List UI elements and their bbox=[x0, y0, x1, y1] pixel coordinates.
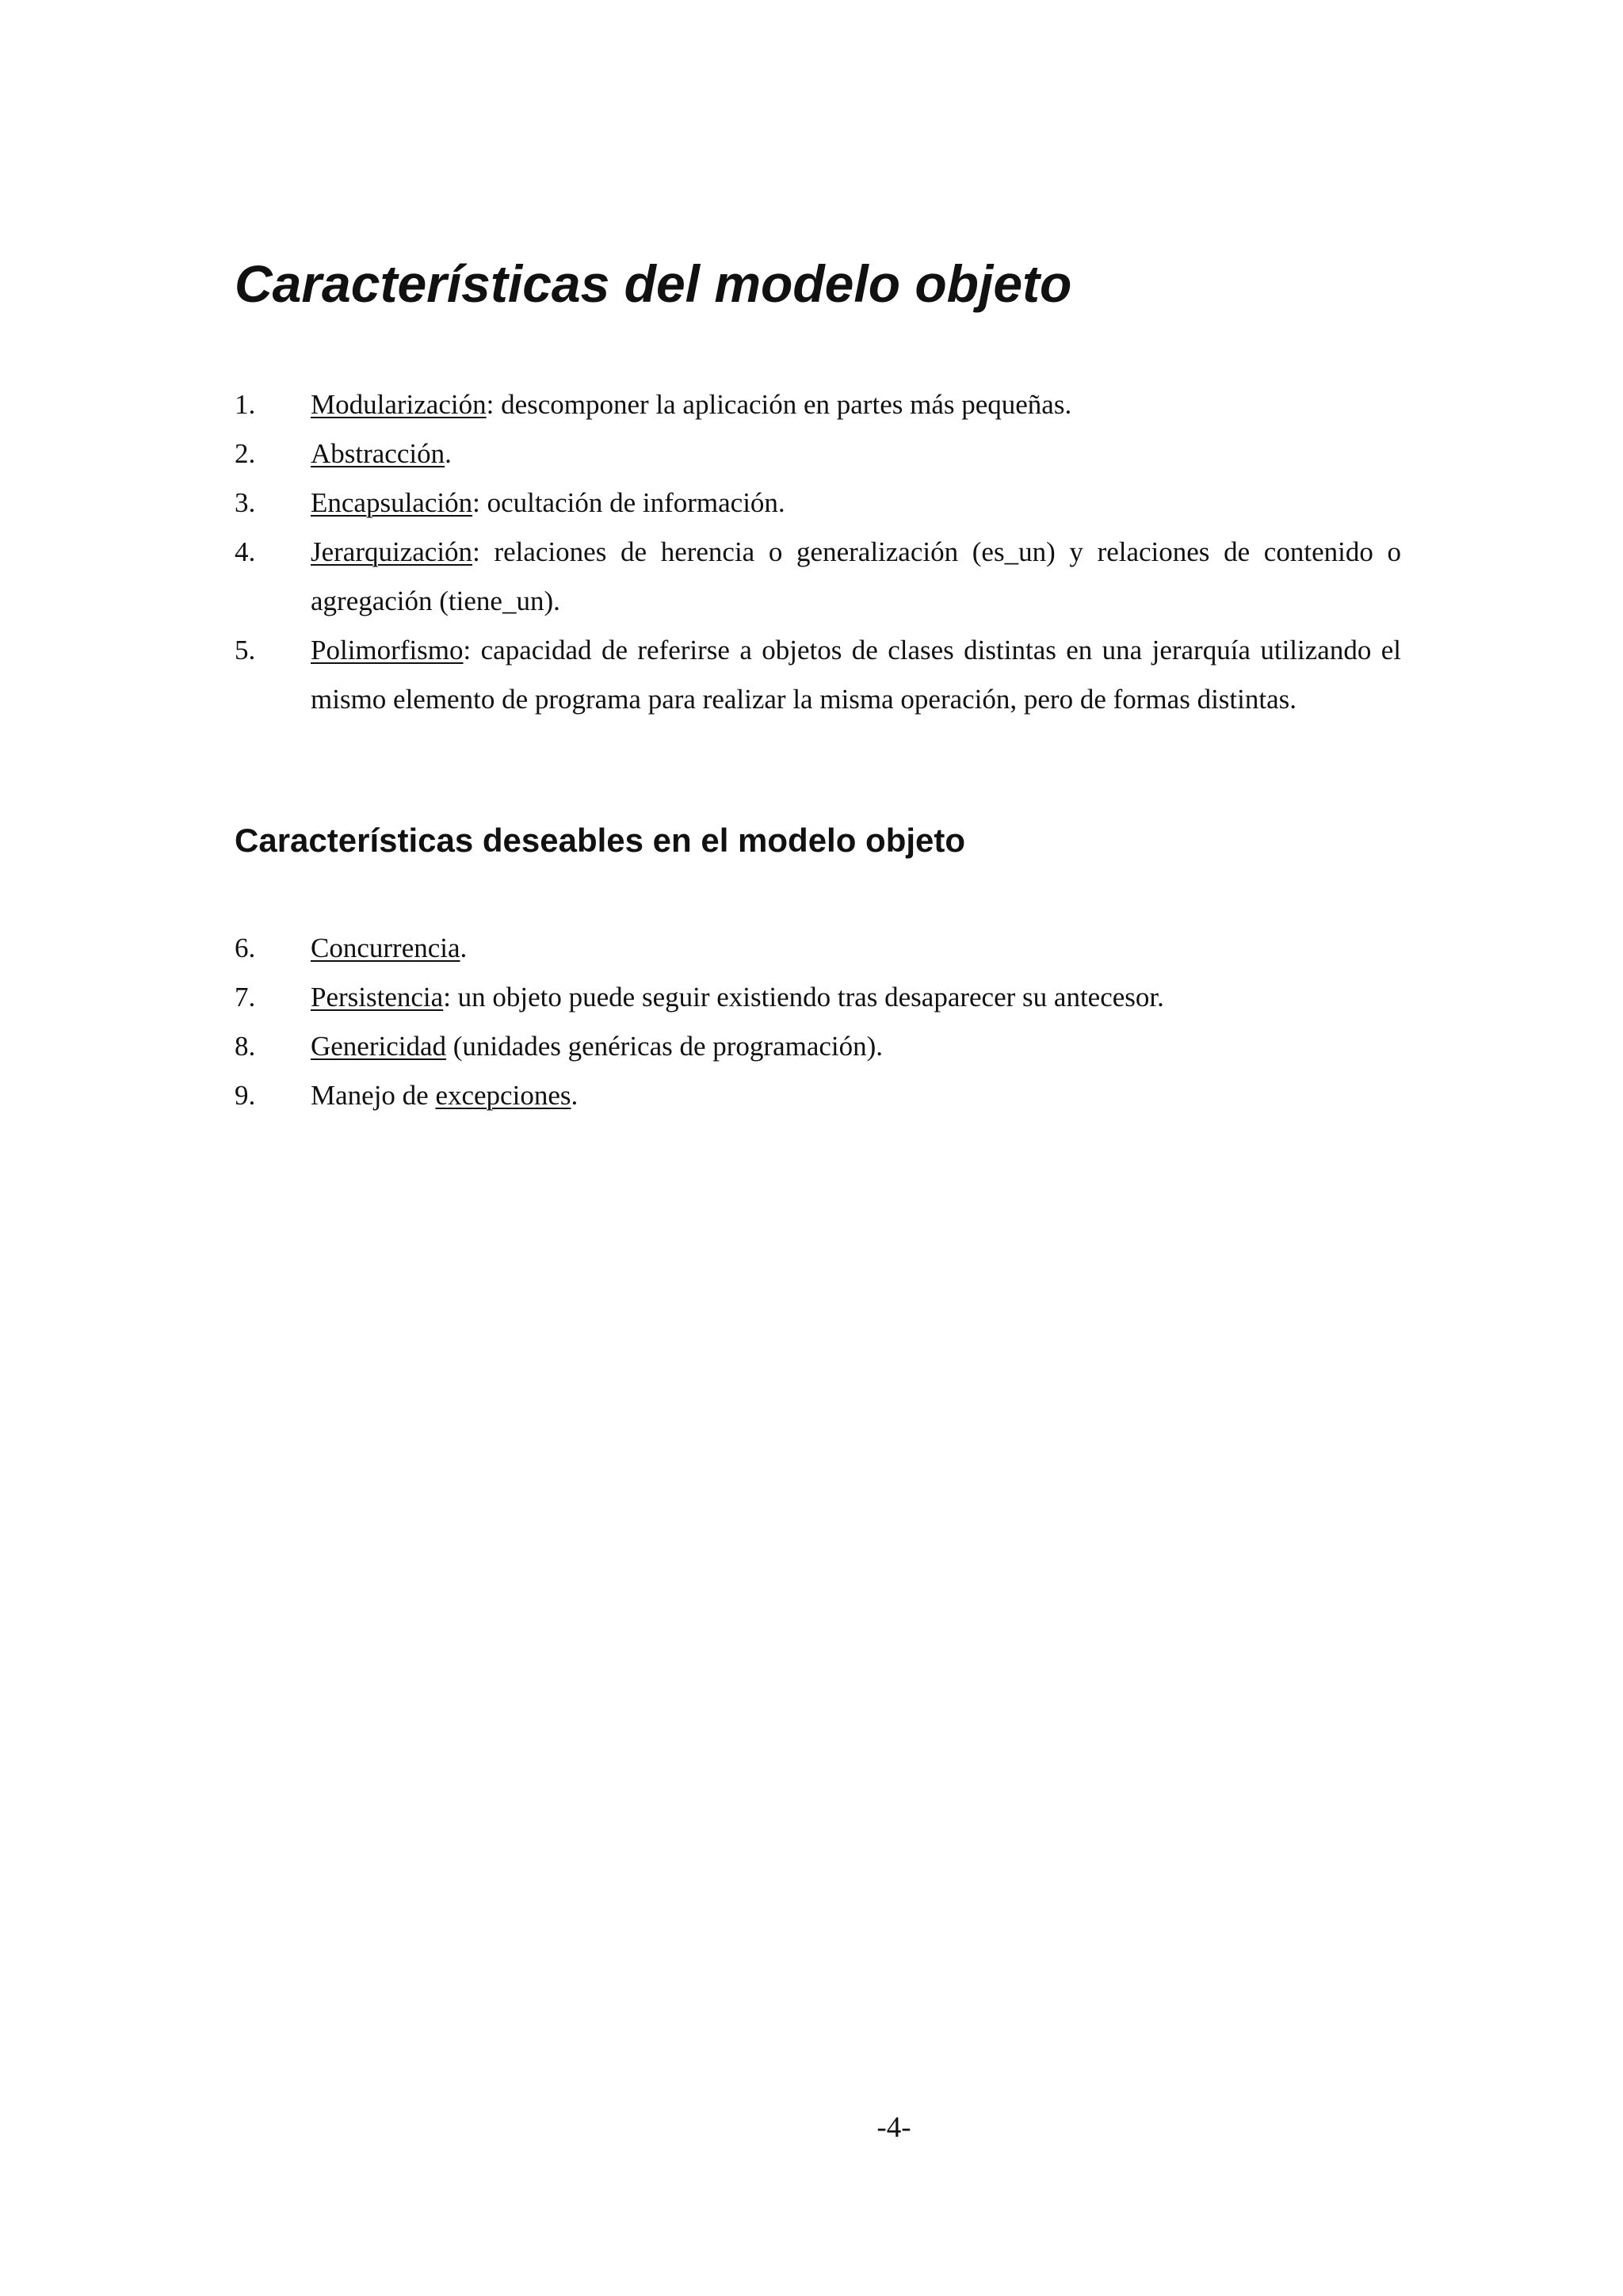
item-number: 7. bbox=[235, 982, 256, 1013]
list-item bbox=[235, 924, 1401, 973]
list-item bbox=[235, 973, 1401, 1022]
item-text: : capacidad de referirse a objetos de clases distintas en una jerarquía utilizando el mismo elemento de programa para realizar la misma operación, pero de formas distintas. bbox=[311, 635, 1401, 715]
list-item bbox=[235, 429, 1401, 479]
item-text: : descomponer la aplicación en partes más pequeñas. bbox=[486, 389, 1072, 420]
page-title: Características del modelo objeto bbox=[235, 254, 1072, 313]
page-number: -4- bbox=[876, 2111, 911, 2144]
item-text: : ocultación de información. bbox=[472, 487, 785, 518]
item-number: 5. bbox=[235, 635, 256, 666]
item-number: 8. bbox=[235, 1031, 256, 1062]
item-number: 4. bbox=[235, 536, 256, 567]
desirable-features-list bbox=[235, 924, 1401, 1120]
list-item bbox=[235, 479, 1401, 528]
item-text: : relaciones de herencia o generalización (es_un) y relaciones de contenido o agregación (tiene_un). bbox=[311, 536, 1401, 616]
list-item bbox=[235, 1071, 1401, 1120]
item-term: Abstracción bbox=[311, 438, 445, 469]
item-text: : un objeto puede seguir existiendo tras desaparecer su antecesor. bbox=[443, 982, 1164, 1013]
item-text: (unidades genéricas de programación). bbox=[446, 1031, 884, 1062]
item-term: Jerarquización bbox=[311, 536, 473, 567]
list-item bbox=[235, 528, 1401, 626]
list-item bbox=[235, 380, 1401, 429]
item-number: 3. bbox=[235, 487, 256, 518]
item-number: 1. bbox=[235, 389, 256, 420]
section-subtitle: Características deseables en el modelo objeto bbox=[235, 822, 966, 859]
item-term: Persistencia bbox=[311, 982, 444, 1013]
list-item bbox=[235, 626, 1401, 724]
item-text: . bbox=[460, 933, 468, 963]
item-term: Modularización bbox=[311, 389, 487, 420]
item-term: Concurrencia bbox=[311, 933, 460, 963]
item-term: excepciones bbox=[435, 1080, 571, 1111]
item-term: Encapsulación bbox=[311, 487, 473, 518]
item-number: 6. bbox=[235, 933, 256, 963]
features-list bbox=[235, 380, 1401, 724]
list-item bbox=[235, 1022, 1401, 1071]
item-prefix: Manejo de bbox=[311, 1080, 436, 1111]
item-term: Genericidad bbox=[311, 1031, 447, 1062]
item-text: . bbox=[571, 1080, 579, 1111]
item-term: Polimorfismo bbox=[311, 635, 464, 666]
item-text: . bbox=[445, 438, 452, 469]
item-number: 2. bbox=[235, 438, 256, 469]
item-number: 9. bbox=[235, 1080, 256, 1111]
